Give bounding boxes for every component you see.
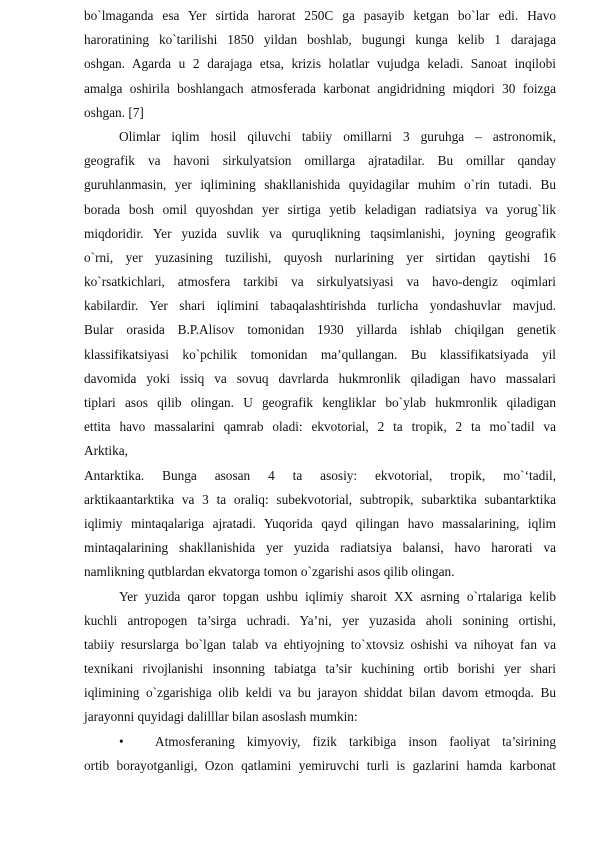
- text-line: oshgan. Agarda u 2 darajaga etsa, krizis holatlar vujudga keladi. Sanoat inqilobi: [84, 56, 556, 72]
- text-line: Antarktika. Bunga asosan 4 ta asosiy: ekvotorial, tropik, mo`‘tadil,: [84, 467, 556, 483]
- text-line: borada bosh omil quyoshdan yer sirtiga yetib keladigan radiatsiya va yorug`lik: [84, 201, 556, 217]
- text-line: guruhlanmasin, yer iqlimining shakllanishida quyidagilar muhim o`rin tutadi. Bu: [84, 177, 556, 193]
- text-line: iqlimining o`zgarishiga olib keldi va bu jarayon shiddat bilan davom etmoqda. Bu: [84, 685, 556, 701]
- text-line: Yer yuzida qaror topgan ushbu iqlimiy sharoit XX asrning o`rtalariga kelib: [119, 588, 556, 604]
- paragraph: [84, 585, 556, 730]
- text-line: davomida yoki issiq va sovuq davrlarda hukmronlik qiladigan havo massalari: [84, 370, 556, 386]
- text-line: oshgan. [7]: [84, 104, 144, 120]
- text-line: Bular orasida B.P.Alisov tomonidan 1930 yillarda ishlab chiqilgan genetik: [84, 322, 556, 338]
- paragraph: [84, 464, 556, 585]
- bullet-item: [84, 730, 556, 778]
- text-line: texnikani rivojlanishi insonning tabiatga ta’sir kuchining ortib borishi yer shari: [84, 661, 556, 677]
- text-line: mintaqalarining shakllanishida yer yuzida radiatsiya balansi, havo harorati va: [84, 540, 556, 556]
- text-line: tiplari asos qilib olingan. U geografik kengliklar bo`ylab hukmronlik qiladigan: [84, 395, 556, 410]
- paragraph: [84, 125, 556, 464]
- text-line: amalga oshirila boshlangach atmosferada karbonat angidridning miqdori 30 foizga: [84, 80, 556, 96]
- document-page: [84, 0, 556, 778]
- text-line: haroratining ko`tarilishi 1850 yildan boshlab, bugungi kunga kelib 1 darajaga: [84, 32, 556, 48]
- bullet-line: [84, 730, 556, 754]
- text-line: jarayonni quyidagi dalilllar bilan asoslash mumkin:: [84, 709, 358, 725]
- text-line: ettita havo massalarini qamrab oladi: ekvotorial, 2 ta tropik, 2 ta mo`tadil va: [84, 419, 556, 435]
- text-line: arktikaantarktika va 3 ta oraliq: subekvotorial, subtropik, subarktika subantarktika: [84, 491, 556, 507]
- text-line: klassifikatsiyasi ko`pchilik tomonidan ma’qullangan. Bu klassifikatsiyada yil: [84, 346, 556, 362]
- bullet-text: Atmosferaning kimyoviy, fizik tarkibiga inson faoliyat ta’sirining: [155, 733, 556, 749]
- text-line: namlikning qutblardan ekvatorga tomon o`zgarishi asos qilib olingan.: [84, 564, 455, 580]
- text-line: tabiiy resurslarga bo`lgan talab va ehtiyojning to`xtovsiz oshishi va nihoyat fan va: [84, 636, 556, 652]
- text-line: kabilardir. Yer shari iqlimini tabaqalashtirishda turlicha yondashuvlar mavjud.: [84, 298, 556, 314]
- document-body: [84, 0, 556, 778]
- bullet-icon: •: [119, 733, 124, 749]
- text-line: ko`rsatkichlari, atmosfera tarkibi va sirkulyatsiyasi va havo-dengiz oqimlari: [84, 274, 556, 290]
- text-line: kuchli antropogen ta’sirga uchradi. Ya’ni, yer yuzasida aholi sonining ortishi,: [84, 612, 556, 628]
- text-line: Olimlar iqlim hosil qiluvchi tabiiy omillarni 3 guruhga – astronomik,: [119, 128, 556, 144]
- text-line: Arktika,: [84, 443, 128, 459]
- text-line: bo`lmaganda esa Yer sirtida harorat 250C ga pasayib ketgan bo`lar edi. Havo: [84, 8, 556, 23]
- text-line: ortib borayotganligi, Ozon qatlamini yemiruvchi turli is gazlarini hamda karbonat: [84, 757, 556, 773]
- paragraph: [84, 4, 556, 125]
- text-line: geografik va havoni sirkulyatsion omillarga ajratadilar. Bu omillar qanday: [84, 153, 556, 169]
- text-line: iqlimiy mintaqalariga ajratadi. Yuqorida qayd qilingan havo massalarining, iqlim: [84, 515, 556, 531]
- text-line: o`rni, yer yuzasining tuzilishi, quyosh nurlarining yer sirtidan qaytishi 16: [84, 249, 556, 265]
- text-line: miqdoridir. Yer yuzida suvlik va quruqlikning taqsimlanishi, joyning geografik: [84, 225, 556, 241]
